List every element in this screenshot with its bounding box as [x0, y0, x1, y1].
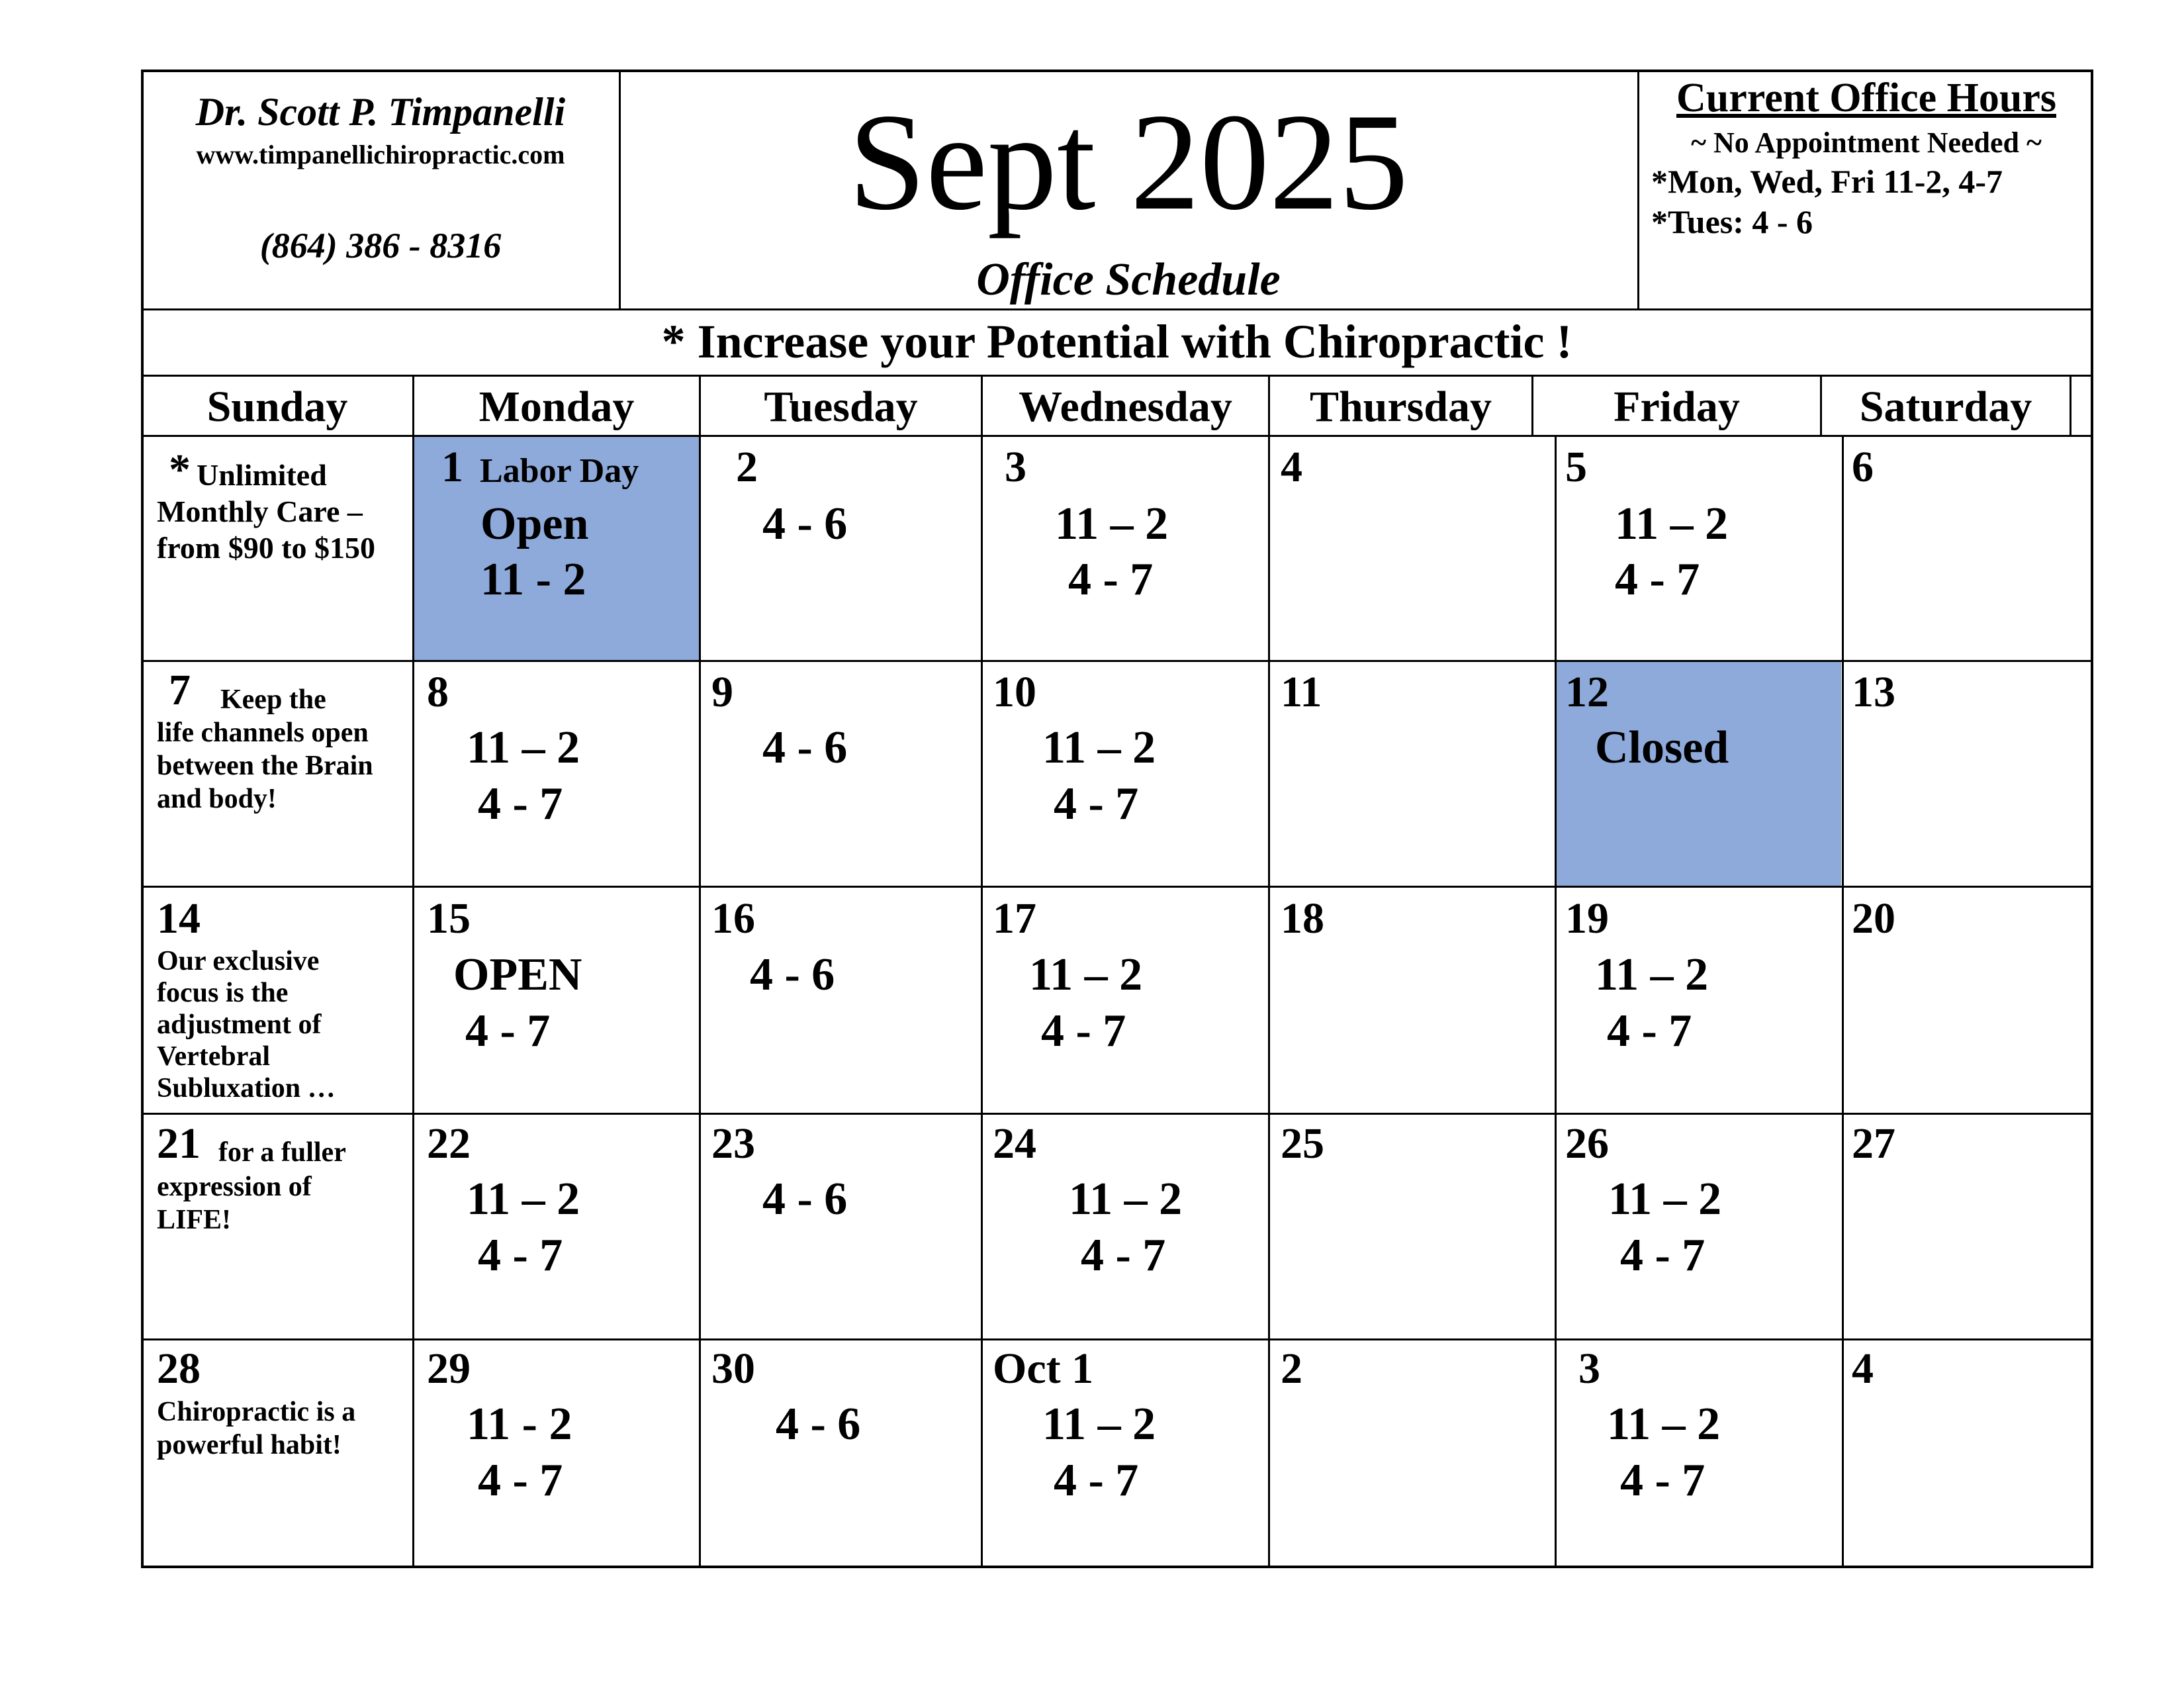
- day-number: 26: [1565, 1119, 1609, 1168]
- day-number: 4: [1852, 1344, 1874, 1393]
- day-number: 3: [1578, 1344, 1600, 1393]
- open-label: Open: [480, 498, 589, 549]
- day-number: 3: [1005, 443, 1026, 491]
- website-link[interactable]: www.timpanellichiropractic.com: [196, 140, 565, 169]
- weekday-monday: Monday: [478, 383, 635, 431]
- hours-text: 4 - 6: [762, 722, 848, 773]
- hours-text: 11 – 2: [1615, 498, 1729, 549]
- day-number: 15: [427, 894, 471, 943]
- phone-number: (864) 386 - 8316: [259, 226, 502, 265]
- weekday-sunday: Sunday: [206, 383, 348, 431]
- hours-text: 11 – 2: [1069, 1174, 1183, 1225]
- sunday-note: expression of LIFE!: [157, 1172, 312, 1235]
- hours-text: 4 - 7: [1041, 1006, 1126, 1056]
- banner-slogan: * Increase your Potential with Chiropractic !: [661, 315, 1572, 368]
- page-subtitle: Office Schedule: [976, 254, 1281, 305]
- day-number: 10: [993, 668, 1036, 716]
- day-number: 4: [1281, 443, 1302, 491]
- hours-text: 11 – 2: [1608, 1174, 1722, 1225]
- hours-text: 4 - 7: [1068, 554, 1154, 605]
- hours-text: 4 - 7: [1054, 1455, 1139, 1506]
- weekday-friday: Friday: [1614, 383, 1740, 431]
- holiday-label: Labor Day: [480, 452, 639, 490]
- day-number: 29: [427, 1344, 471, 1393]
- day-number: 21: [157, 1119, 201, 1168]
- hours-text: 4 - 7: [465, 1006, 551, 1056]
- hours-text: 11 – 2: [1029, 949, 1143, 1000]
- day-number: 27: [1852, 1119, 1895, 1168]
- hours-text: 11 – 2: [1042, 1399, 1156, 1450]
- hours-text: 4 - 6: [776, 1399, 861, 1450]
- weekday-wednesday: Wednesday: [1019, 383, 1232, 431]
- day-number: 20: [1852, 894, 1895, 943]
- office-hours-title: Current Office Hours: [1676, 75, 2056, 120]
- sunday-star: *: [169, 445, 191, 494]
- day-number: 14: [157, 894, 201, 943]
- office-hours-note: ~ No Appointment Needed ~: [1691, 126, 2042, 159]
- hours-text: 4 - 7: [1620, 1230, 1706, 1281]
- weekday-saturday: Saturday: [1859, 383, 2032, 431]
- day-number: 28: [157, 1344, 201, 1393]
- sunday-note: Keep the: [220, 684, 326, 715]
- hours-text: 11 – 2: [467, 722, 580, 773]
- day-number: 6: [1852, 443, 1874, 491]
- hours-text: 4 - 6: [750, 949, 835, 1000]
- hours-text: 4 - 7: [478, 778, 563, 829]
- hours-text: 11 - 2: [467, 1399, 572, 1450]
- day-number: 30: [711, 1344, 755, 1393]
- day-number: 7: [169, 666, 191, 714]
- hours-text: 4 - 7: [1615, 554, 1700, 605]
- hours-text: 4 - 7: [1054, 778, 1139, 829]
- weekday-tuesday: Tuesday: [764, 383, 918, 431]
- office-hours-line1: *Mon, Wed, Fri 11-2, 4-7: [1651, 163, 2003, 200]
- day-number: 8: [427, 668, 449, 716]
- weekday-thursday: Thursday: [1309, 383, 1492, 431]
- hours-text: 4 - 7: [1081, 1230, 1166, 1281]
- hours-text: 11 – 2: [1055, 498, 1169, 549]
- day-number: 16: [711, 894, 755, 943]
- day-number: 24: [993, 1119, 1036, 1168]
- day-number: 11: [1281, 668, 1322, 716]
- sunday-note: for a fuller: [218, 1137, 346, 1168]
- closed-label: Closed: [1595, 722, 1729, 773]
- hours-text: 4 - 7: [478, 1455, 563, 1506]
- day-number: 13: [1852, 668, 1895, 716]
- hours-text: 11 – 2: [467, 1174, 580, 1225]
- hours-text: 11 – 2: [1042, 722, 1156, 773]
- hours-text: 4 - 6: [762, 498, 848, 549]
- day-number: 9: [711, 668, 733, 716]
- sunday-note: Chiropractic is a powerful habit!: [157, 1397, 356, 1460]
- day-number: 5: [1565, 443, 1587, 491]
- day-number: 12: [1565, 668, 1609, 716]
- day-number: 2: [736, 443, 758, 491]
- day-number: 23: [711, 1119, 755, 1168]
- day-number: Oct 1: [993, 1344, 1094, 1393]
- open-label: OPEN: [453, 949, 582, 1000]
- day-number: 1: [441, 443, 463, 491]
- day-number: 17: [993, 894, 1036, 943]
- doctor-name: Dr. Scott P. Timpanelli: [195, 90, 566, 134]
- hours-text: 4 - 7: [1620, 1455, 1706, 1506]
- page-title: Sept 2025: [848, 85, 1408, 239]
- sunday-note: Unlimited Monthly Care – from $90 to $150: [157, 458, 376, 565]
- hours-text: 11 - 2: [480, 554, 586, 605]
- day-number: 2: [1281, 1344, 1302, 1393]
- hours-text: 4 - 7: [1607, 1006, 1692, 1056]
- hours-text: 4 - 7: [478, 1230, 563, 1281]
- sunday-note: Our exclusive focus is the adjustment of Vertebral Subluxation …: [157, 946, 336, 1103]
- office-hours-line2: *Tues: 4 - 6: [1651, 203, 1813, 240]
- day-number: 18: [1281, 894, 1324, 943]
- day-number: 22: [427, 1119, 471, 1168]
- day-number: 25: [1281, 1119, 1324, 1168]
- hours-text: 11 – 2: [1595, 949, 1709, 1000]
- hours-text: 11 – 2: [1607, 1399, 1721, 1450]
- sunday-note: life channels open between the Brain and body!: [157, 718, 373, 814]
- day-number: 19: [1565, 894, 1609, 943]
- hours-text: 4 - 6: [762, 1174, 848, 1225]
